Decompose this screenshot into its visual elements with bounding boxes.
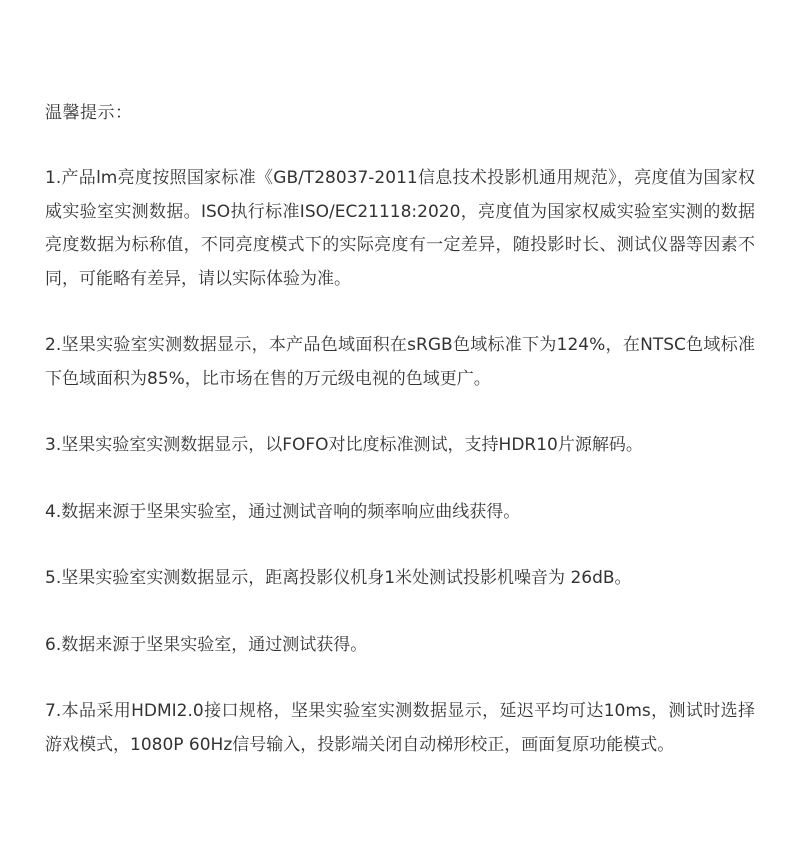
notice-item-5: 5.坚果实验室实测数据显示，距离投影仪机身1米处测试投影机噪音为 26dB。 [45,568,632,588]
notice-item-6: 6.数据来源于坚果实验室，通过测试获得。 [45,634,368,655]
notice-item-3: 3.坚果实验室实测数据显示，以FOFO对比度标准测试，支持HDR10片源解码。 [45,435,643,455]
notice-item-2: 2.坚果实验室实测数据显示，本产品色域面积在sRGB色域标准下为124%，在NTSC色域标准下色域面积为85%，比市场在售的万元级电视的色域更广。 [45,335,755,389]
notice-item-7: 7.本品采用HDMI2.0接口规格，坚果实验室实测数据显示，延迟平均可达10ms，测试时选择游戏模式，1080P 60Hz信号输入，投影端关闭自动梯形校正，画面复原功能模式。 [45,701,755,755]
notice-title: 温馨提示： [45,103,133,123]
notice-section [45,97,755,795]
notice-item-4: 4.数据来源于坚果实验室，通过测试音响的频率响应曲线获得。 [45,501,521,522]
notice-item-1: 1.产品lm亮度按照国家标准《GB/T28037-2011信息技术投影机通用规范》，亮度值为国家权威实验室实测数据。ISO执行标准ISO/EC21118:2020，亮度值为国家权威实验室实测的数据亮度数据为标称值，不同亮度模式下的实际亮度有一定差异，随投影时长、测试仪器等因素不同，可能略有差异，请以实际体验为准。 [45,168,755,289]
